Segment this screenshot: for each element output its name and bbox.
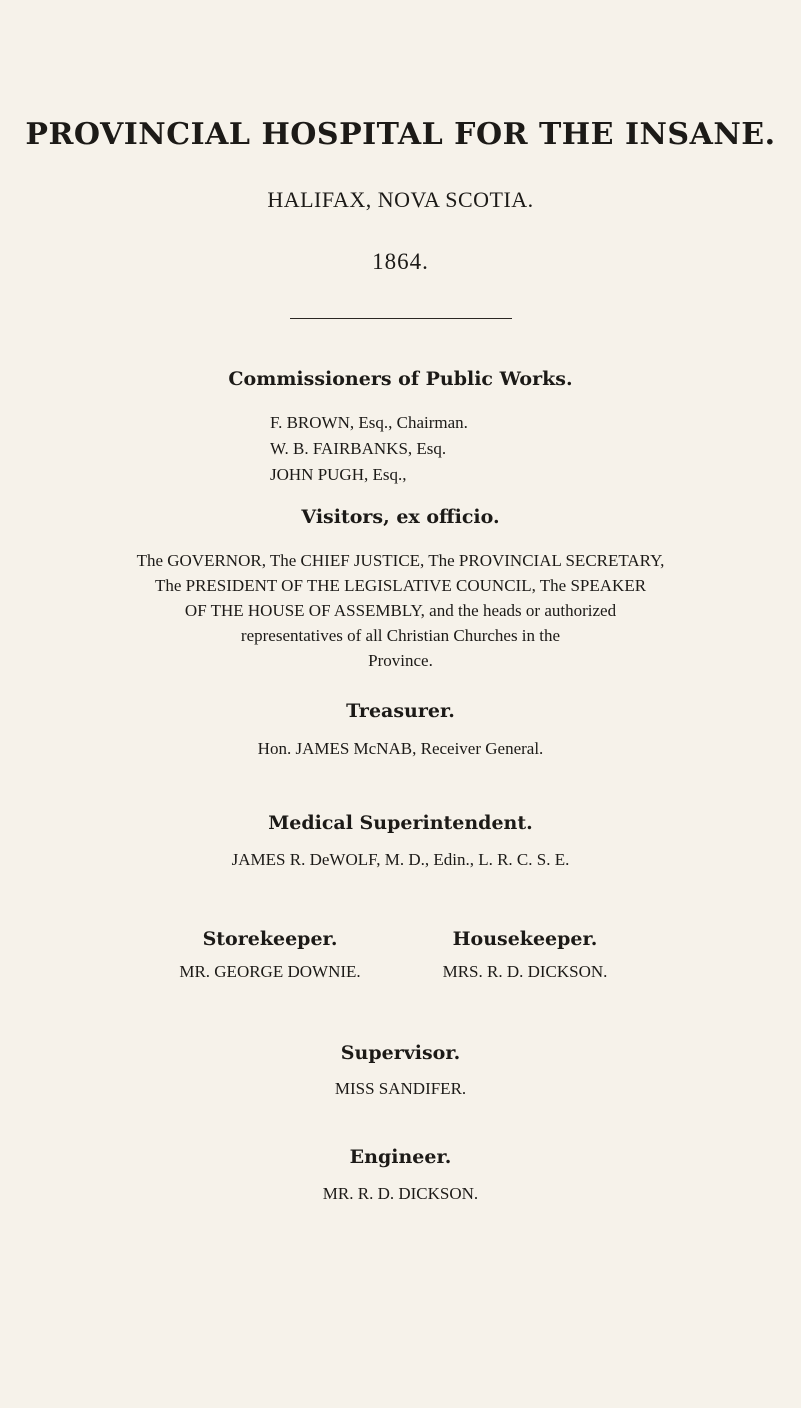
visitors-paragraph [0,548,801,673]
visitors-line: The PRESIDENT OF THE LEGISLATIVE COUNCIL, The SPEAKER [154,576,647,595]
commissioner-member: JOHN PUGH, Esq., [270,465,407,484]
storekeeper-name: MR. GEORGE DOWNIE. [179,962,361,981]
visitors-line: The GOVERNOR, The CHIEF JUSTICE, The PROVINCIAL SECRETARY, [136,551,665,570]
year: 1864. [372,249,429,274]
commissioners-list [270,410,468,488]
storekeeper-heading: Storekeeper. [202,928,338,950]
visitors-heading: Visitors, ex officio. [301,506,500,528]
supervisor-name: MISS SANDIFER. [334,1079,467,1098]
visitors-line: Province. [368,651,433,670]
engineer-heading: Engineer. [349,1146,452,1168]
medical-superintendent-name: JAMES R. DeWOLF, M. D., Edin., L. R. C. S. E. [231,850,570,869]
medical-superintendent-heading: Medical Superintendent. [268,812,533,834]
treasurer-name: Hon. JAMES McNAB, Receiver General. [257,739,544,758]
storekeeper-block [150,928,390,982]
commissioner-member: F. BROWN, Esq., Chairman. [270,413,468,432]
commissioner-member: W. B. FAIRBANKS, Esq. [270,439,447,458]
location-subtitle: HALIFAX, NOVA SCOTIA. [267,187,534,212]
housekeeper-block [395,928,655,982]
page-title: PROVINCIAL HOSPITAL FOR THE INSANE. [25,117,776,152]
housekeeper-name: MRS. R. D. DICKSON. [442,962,608,981]
visitors-line: representatives of all Christian Churches in the [240,626,561,645]
divider-rule [290,318,512,319]
treasurer-heading: Treasurer. [346,700,455,722]
engineer-name: MR. R. D. DICKSON. [322,1184,479,1203]
visitors-line: OF THE HOUSE OF ASSEMBLY, and the heads or authorized [184,601,617,620]
housekeeper-heading: Housekeeper. [452,928,598,950]
supervisor-heading: Supervisor. [340,1042,461,1064]
commissioners-heading: Commissioners of Public Works. [228,368,573,390]
